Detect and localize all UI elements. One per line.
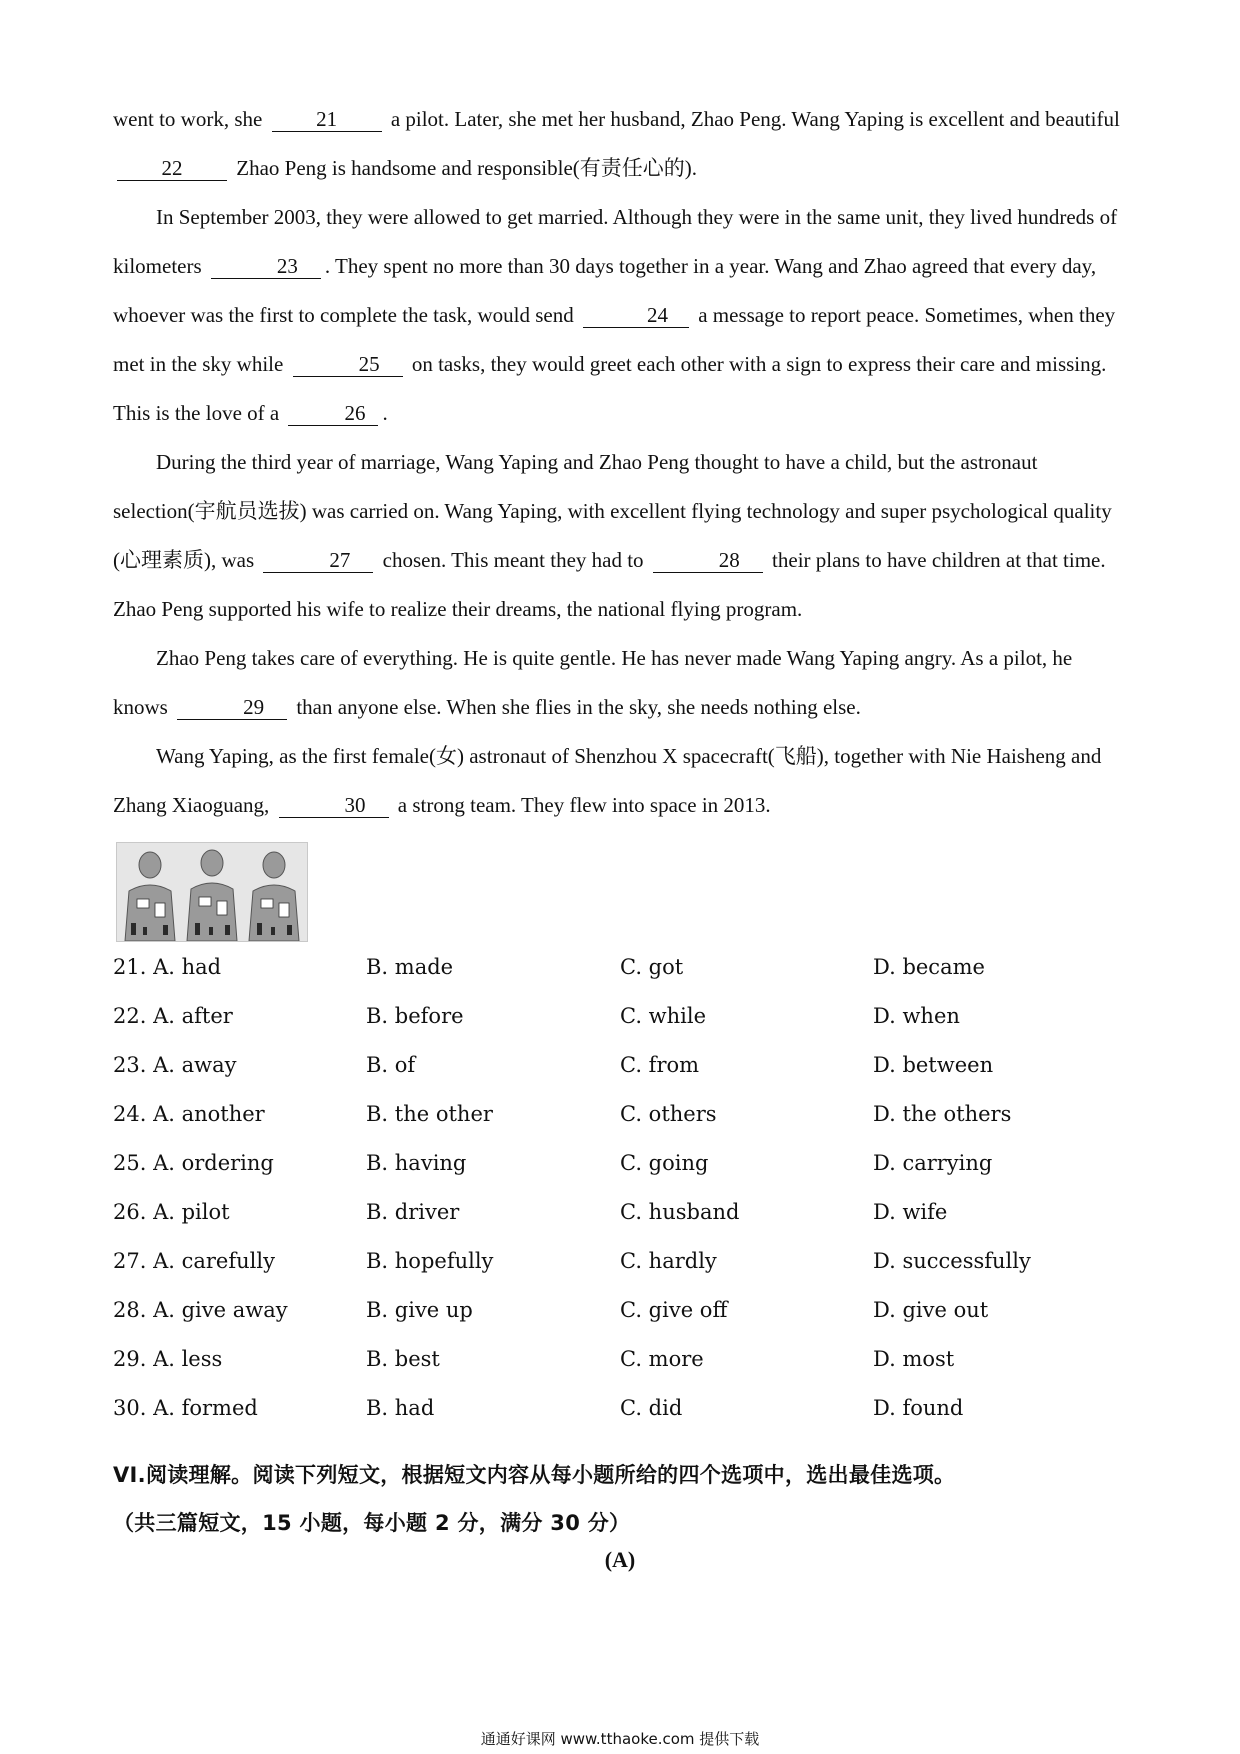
blank-23: 23 — [211, 254, 321, 279]
text-span: During the third year of marriage, Wang Yaping and Zhao Peng thought to have a child, but the astronaut selection(宇航员选拔) was carried on. Wang Yaping, with excellent flying technology and super psychological quality (心理素质), was — [113, 450, 1112, 572]
option-c: C. while — [620, 1004, 707, 1028]
option-c: C. from — [620, 1053, 700, 1077]
option-b: B. the other — [366, 1102, 493, 1126]
text-span: Zhao Peng is handsome and responsible(有责任心的). — [231, 156, 698, 180]
option-c: C. more — [620, 1347, 704, 1371]
option-d: D. give out — [873, 1298, 989, 1322]
footer-credit: 通通好课网 www.tthaoke.com 提供下载 — [480, 1730, 760, 1748]
paragraph-4 — [113, 634, 1123, 732]
option-b: B. before — [366, 1004, 464, 1028]
option-d: D. most — [873, 1347, 955, 1371]
option-b: B. of — [366, 1053, 416, 1077]
blank-21: 21 — [272, 107, 382, 132]
blank-24: 24 — [583, 303, 689, 328]
text-span: Wang Yaping, as the first female(女) astronaut of Shenzhou X spacecraft(飞船), together with Nie Haisheng and Zhang Xiaoguang, — [113, 744, 1102, 817]
option-d: D. when — [873, 1004, 960, 1028]
cloze-passage — [113, 95, 1123, 830]
question-row — [113, 955, 1123, 1004]
option-a: 24. A. another — [113, 1102, 265, 1126]
blank-28: 28 — [653, 548, 763, 573]
option-d: D. carrying — [873, 1151, 993, 1175]
option-b: B. give up — [366, 1298, 473, 1322]
passage-a-heading: (A) — [604, 1547, 636, 1572]
option-a: 26. A. pilot — [113, 1200, 230, 1224]
text-span: a strong team. They flew into space in 2013. — [392, 793, 771, 817]
option-a: 30. A. formed — [113, 1396, 258, 1420]
question-row — [113, 1004, 1123, 1053]
option-d: D. found — [873, 1396, 964, 1420]
question-row — [113, 1396, 1123, 1445]
option-a: 28. A. give away — [113, 1298, 288, 1322]
option-d: D. successfully — [873, 1249, 1031, 1273]
question-row — [113, 1347, 1123, 1396]
question-row — [113, 1053, 1123, 1102]
option-c: C. others — [620, 1102, 717, 1126]
option-a: 22. A. after — [113, 1004, 233, 1028]
option-d: D. wife — [873, 1200, 948, 1224]
blank-30: 30 — [279, 793, 389, 818]
blank-26: 26 — [288, 401, 378, 426]
blank-29: 29 — [177, 695, 287, 720]
text-span: their plans to have children at that time. Zhao Peng supported his wife to realize their dreams, the national flying program. — [113, 548, 1106, 621]
section-title-line-2: （共三篇短文，15 小题，每小题 2 分，满分 30 分） — [113, 1511, 631, 1535]
blank-27: 27 — [263, 548, 373, 573]
text-span: went to work, she — [113, 107, 268, 131]
text-span: a pilot. Later, she met her husband, Zhao Peng. Wang Yaping is excellent and beautiful — [385, 107, 1120, 131]
answer-options — [113, 955, 1123, 1445]
option-a: 25. A. ordering — [113, 1151, 274, 1175]
blank-22: 22 — [117, 156, 227, 181]
option-b: B. having — [366, 1151, 467, 1175]
paragraph-1 — [113, 95, 1123, 193]
option-d: D. the others — [873, 1102, 1012, 1126]
option-d: D. became — [873, 955, 985, 979]
option-c: C. hardly — [620, 1249, 717, 1273]
text-span: In September 2003, they were allowed to get married. Although they were in the same unit, they lived hundreds of kilometers — [113, 205, 1118, 278]
question-row — [113, 1249, 1123, 1298]
section-heading — [113, 1451, 1133, 1547]
option-c: C. going — [620, 1151, 709, 1175]
option-c: C. give off — [620, 1298, 728, 1322]
option-b: B. had — [366, 1396, 435, 1420]
question-row — [113, 1200, 1123, 1249]
option-c: C. did — [620, 1396, 683, 1420]
text-span: . — [382, 401, 388, 425]
text-span: a message to report peace. Sometimes, when they met in the sky while — [113, 303, 1116, 376]
option-c: C. got — [620, 955, 684, 979]
question-row — [113, 1102, 1123, 1151]
option-a: 23. A. away — [113, 1053, 237, 1077]
option-b: B. made — [366, 955, 454, 979]
paragraph-2 — [113, 193, 1123, 438]
question-row — [113, 1151, 1123, 1200]
text-span: on tasks, they would greet each other with a sign to express their care and missing. This is the love of a — [113, 352, 1107, 425]
paragraph-5 — [113, 732, 1123, 830]
text-span: . They spent no more than 30 days together in a year. Wang and Zhao agreed that every day, whoever was the first to complete the task, would send — [113, 254, 1097, 327]
astronauts-photo — [116, 842, 308, 942]
option-a: 27. A. carefully — [113, 1249, 275, 1273]
option-c: C. husband — [620, 1200, 740, 1224]
question-row — [113, 1298, 1123, 1347]
option-a: 29. A. less — [113, 1347, 223, 1371]
text-span: than anyone else. When she flies in the sky, she needs nothing else. — [291, 695, 861, 719]
blank-25: 25 — [293, 352, 403, 377]
option-b: B. hopefully — [366, 1249, 494, 1273]
option-d: D. between — [873, 1053, 994, 1077]
option-b: B. best — [366, 1347, 440, 1371]
option-b: B. driver — [366, 1200, 460, 1224]
option-a: 21. A. had — [113, 955, 222, 979]
text-span: Zhao Peng takes care of everything. He is quite gentle. He has never made Wang Yaping angry. As a pilot, he knows — [113, 646, 1073, 719]
text-span: chosen. This meant they had to — [377, 548, 649, 572]
astronauts-illustration — [117, 843, 307, 941]
paragraph-3 — [113, 438, 1123, 634]
section-title-line-1: VI.阅读理解。阅读下列短文，根据短文内容从每小题所给的四个选项中，选出最佳选项。 — [113, 1463, 956, 1487]
